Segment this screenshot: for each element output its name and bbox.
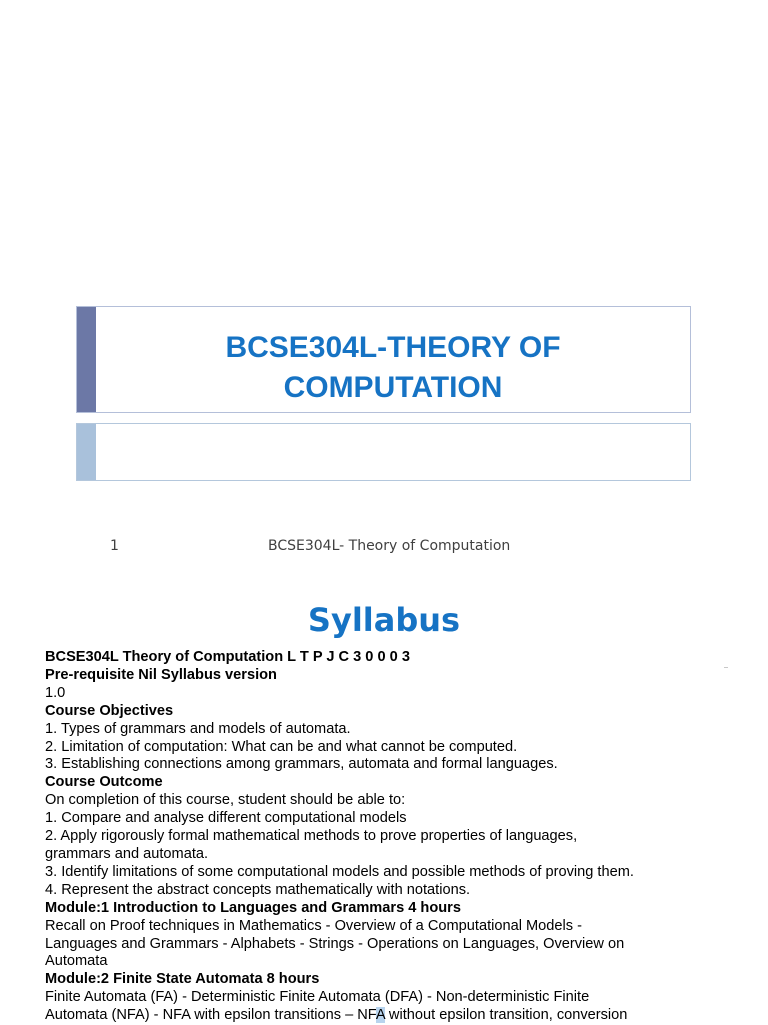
syllabus-line: grammars and automata.	[45, 845, 209, 862]
subtitle-accent-bar	[77, 424, 96, 480]
syllabus-line: Automata	[45, 953, 108, 970]
syllabus-line: 1. Compare and analyse different computational models	[45, 810, 407, 827]
last-line-start: Automata (NFA) - NFA with epsilon transitions – NF	[45, 1007, 376, 1024]
syllabus-line: Languages and Grammars - Alphabets - Strings - Operations on Languages, Overview on	[45, 935, 625, 952]
syllabus-heading: Syllabus	[307, 601, 461, 639]
syllabus-line: Course Objectives	[45, 702, 174, 719]
slide-footer: BCSE304L- Theory of Computation	[268, 538, 511, 554]
syllabus-line: Module:2 Finite State Automata 8 hours	[45, 971, 320, 988]
title-box	[76, 306, 691, 413]
syllabus-line: 4. Represent the abstract concepts mathematically with notations.	[45, 881, 471, 898]
syllabus-line: 2. Limitation of computation: What can be and what cannot be computed.	[45, 738, 518, 755]
page-number: 1	[110, 538, 119, 554]
syllabus-line: Recall on Proof techniques in Mathematics - Overview of a Computational Models -	[45, 917, 582, 934]
syllabus-line: 3. Establishing connections among grammars, automata and formal languages.	[45, 756, 558, 773]
syllabus-line: 1. Types of grammars and models of automata.	[45, 720, 351, 737]
slide-title	[96, 328, 690, 408]
syllabus-line: 2. Apply rigorously formal mathematical methods to prove properties of languages,	[45, 828, 578, 845]
slide-title-line-1: BCSE304L-THEORY OF	[225, 331, 561, 364]
syllabus-line: Course Outcome	[45, 774, 163, 791]
syllabus-line: On completion of this course, student should be able to:	[45, 792, 406, 809]
syllabus-line: Finite Automata (FA) - Deterministic Finite Automata (DFA) - Non-deterministic Finite	[45, 989, 590, 1006]
syllabus-line: BCSE304L Theory of Computation L T P J C 3 0 0 0 3	[45, 649, 410, 665]
subtitle-box	[76, 423, 691, 481]
slide-title-line-2: COMPUTATION	[283, 371, 503, 404]
syllabus-body	[45, 649, 745, 1025]
syllabus-line: 1.0	[45, 684, 66, 701]
title-accent-bar	[77, 307, 96, 412]
syllabus-last-line	[45, 1007, 745, 1025]
last-line-end: without epsilon transition, conversion	[384, 1007, 628, 1024]
syllabus-line: Pre-requisite Nil Syllabus version	[45, 666, 277, 683]
syllabus-line: 3. Identify limitations of some computational models and possible methods of proving them.	[45, 863, 634, 880]
text-selection-highlight: A	[375, 1007, 385, 1024]
syllabus-line: Module:1 Introduction to Languages and Grammars 4 hours	[45, 899, 461, 916]
